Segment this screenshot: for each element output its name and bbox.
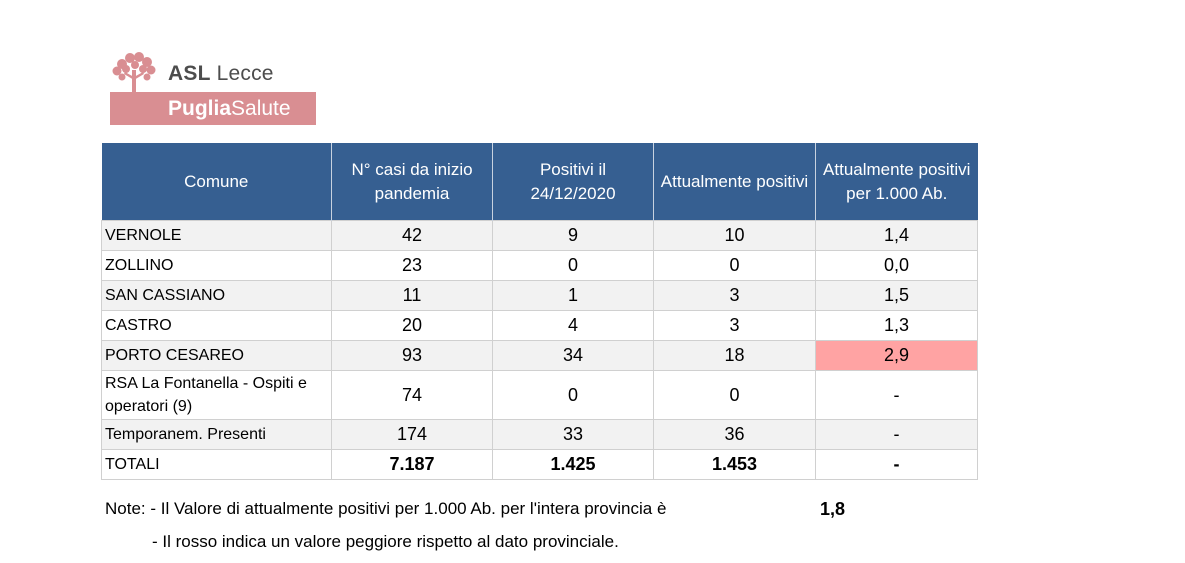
cell-comune: ZOLLINO [102,251,332,281]
cell-attuali: 0 [654,251,816,281]
covid-cases-table [101,143,978,480]
cell-per1000: 1,3 [816,311,978,341]
header-positivi: Positivi il 24/12/2020 [493,143,654,221]
cell-attuali: 3 [654,311,816,341]
cell-per1000: - [816,450,978,480]
cell-positivi: 1 [493,281,654,311]
cell-attuali: 18 [654,341,816,371]
cell-casi: 93 [332,341,493,371]
header-attuali: Attualmente positivi [654,143,816,221]
note-provincial-value: 1,8 [820,499,846,519]
cell-positivi: 1.425 [493,450,654,480]
table-row [102,281,978,311]
cell-positivi: 0 [493,251,654,281]
cell-casi: 42 [332,221,493,251]
cell-per1000-highlight: 2,9 [816,341,978,371]
table-row [102,420,978,450]
cell-casi: 23 [332,251,493,281]
table-row [102,221,978,251]
cell-per1000: 1,5 [816,281,978,311]
cell-positivi: 0 [493,371,654,420]
cell-positivi: 4 [493,311,654,341]
table-row [102,251,978,281]
note-line-1: Note: - Il Valore di attualmente positivi per 1.000 Ab. per l'intera provincia è [105,499,667,518]
table-row [102,341,978,371]
cell-comune: Temporanem. Presenti [102,420,332,450]
cell-comune: VERNOLE [102,221,332,251]
cell-comune: TOTALI [102,450,332,480]
note-line-2: - Il rosso indica un valore peggiore rispetto al dato provinciale. [152,532,619,551]
cell-attuali: 1.453 [654,450,816,480]
cell-attuali: 0 [654,371,816,420]
cell-casi: 11 [332,281,493,311]
cell-casi: 7.187 [332,450,493,480]
cell-comune: RSA La Fontanella - Ospiti e operatori (9) [102,371,332,420]
asl-lecce-logo [110,50,316,125]
tree-icon [110,50,158,94]
table-row [102,311,978,341]
header-per1000: Attualmente positivi per 1.000 Ab. [816,143,978,221]
cell-comune: SAN CASSIANO [102,281,332,311]
cell-attuali: 3 [654,281,816,311]
cell-comune: CASTRO [102,311,332,341]
table-row-totals [102,450,978,480]
cell-comune: PORTO CESAREO [102,341,332,371]
cell-attuali: 36 [654,420,816,450]
cell-casi: 174 [332,420,493,450]
asl-lecce-label: ASL Lecce [168,62,274,85]
cell-per1000: 0,0 [816,251,978,281]
cell-casi: 20 [332,311,493,341]
cell-positivi: 34 [493,341,654,371]
cell-casi: 74 [332,371,493,420]
table-row [102,371,978,420]
cell-per1000: - [816,420,978,450]
cell-per1000: - [816,371,978,420]
table-header-row [102,143,978,221]
puglia-salute-band: Puglia Salute [110,92,316,125]
cell-positivi: 33 [493,420,654,450]
header-casi: N° casi da inizio pandemia [332,143,493,221]
cell-per1000: 1,4 [816,221,978,251]
cell-attuali: 10 [654,221,816,251]
cell-positivi: 9 [493,221,654,251]
header-comune: Comune [102,143,332,221]
